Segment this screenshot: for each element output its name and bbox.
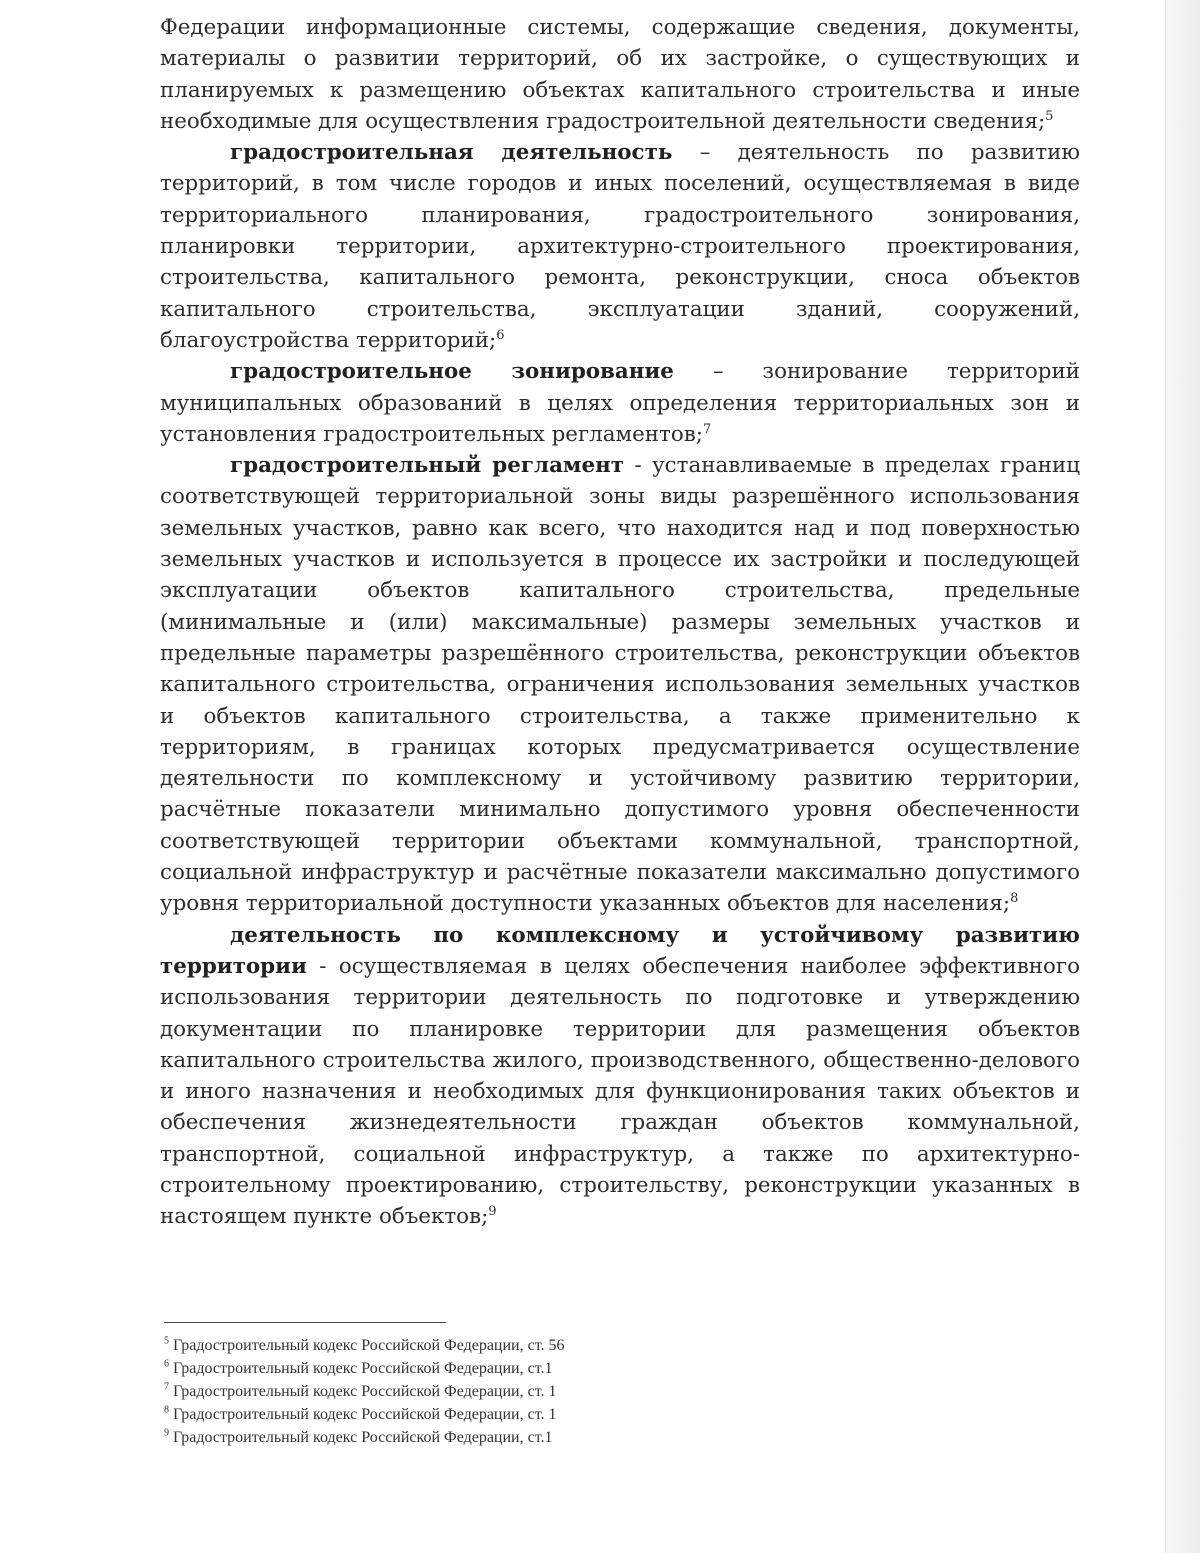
footnote	[164, 1403, 864, 1426]
footnote-text: Градостроительный кодекс Российской Федерации, ст. 56	[169, 1337, 565, 1354]
footnote-number: 5	[164, 1335, 169, 1347]
footnote	[164, 1426, 864, 1449]
definition-text: - устанавливаемые в пределах границ соответствующей территориальной зоны виды разрешённого использования земельных участков, равно как всего, что находится над и под поверхностью земельных участков и используется в процессе их застройки и последующей эксплуатации объектов капитального строительства, предельные (минимальные и (или) максимальные) размеры земельных участков и предельные параметры разрешённого строительства, реконструкции объектов капитального строительства, ограничения использования земельных участков и объектов капитального строительства, а также применительно к территориям, в границах которых предусматривается осуществление деятельности по комплексному и устойчивому развитию территории, расчётные показатели минимально допустимого уровня обеспеченности соответствующей территории объектами коммунальной, транспортной, социальной инфраструктур и расчётные показатели максимально допустимого уровня территориальной доступности указанных объектов для населения;	[160, 453, 1080, 917]
defined-term: градостроительное зонирование	[230, 359, 674, 385]
definition-paragraph	[160, 137, 1080, 356]
definition-text: – деятельность по развитию территорий, в том числе городов и иных поселений, осуществляемая в виде территориального планирования, градостроительного зонирования, планировки территории, архитектурно-строительного проектирования, строительства, капитального ремонта, реконструкции, сноса объектов капитального строительства, эксплуатации зданий, сооружений, благоустройства территорий;	[160, 140, 1080, 353]
definition-paragraph	[160, 920, 1080, 1233]
footnote-text: Градостроительный кодекс Российской Федерации, ст. 1	[169, 1383, 557, 1400]
defined-term: деятельность по комплексному и устойчивому развитию территории	[160, 922, 1080, 979]
document-body	[160, 12, 1080, 1233]
footnote	[164, 1380, 864, 1403]
footnote-ref: 8	[1010, 891, 1019, 907]
footnote-text: Градостроительный кодекс Российской Федерации, ст.1	[169, 1360, 553, 1377]
definition-text: – зонирование территорий муниципальных образований в целях определения территориальных зон и установления градостроительных регламентов;	[160, 359, 1081, 447]
paragraph-text: Федерации информационные системы, содержащие сведения, документы, материалы о развитии территорий, об их застройке, о существующих и планируемых к размещению объектах капитального строительства и иные необходимые для осуществления градостроительной деятельности сведения;	[160, 15, 1080, 134]
definition-paragraph	[160, 356, 1080, 450]
footnote-ref: 6	[496, 327, 505, 343]
page-edge-shadow	[1165, 0, 1200, 1553]
footnote-ref: 7	[703, 421, 712, 437]
footnote-text: Градостроительный кодекс Российской Федерации, ст. 1	[169, 1406, 557, 1423]
footnote-number: 6	[164, 1358, 169, 1370]
definition-paragraph	[160, 450, 1080, 919]
footnote-number: 8	[164, 1404, 169, 1416]
footnote-separator	[164, 1322, 446, 1323]
defined-term: градостроительная деятельность	[230, 140, 673, 166]
footnote-number: 7	[164, 1381, 169, 1393]
footnote-text: Градостроительный кодекс Российской Федерации, ст.1	[169, 1429, 553, 1446]
footnote-ref: 5	[1045, 108, 1054, 124]
footnote-ref: 9	[488, 1204, 497, 1220]
defined-term: градостроительный регламент	[230, 453, 625, 479]
footnote	[164, 1357, 864, 1380]
footnote	[164, 1334, 864, 1357]
footnote-number: 9	[164, 1427, 169, 1439]
definition-text: - осуществляемая в целях обеспечения наиболее эффективного использования территории деятельность по подготовке и утверждению документации по планировке территории для размещения объектов капитального строительства жилого, производственного, общественно-делового и иного назначения и необходимых для функционирования таких объектов и обеспечения жизнедеятельности граждан объектов коммунальной, транспортной, социальной инфраструктур, а также по архитектурно-строительному проектированию, строительству, реконструкции указанных в настоящем пункте объектов;	[160, 953, 1080, 1230]
footnotes	[164, 1334, 864, 1449]
paragraph-continuation	[160, 12, 1080, 137]
